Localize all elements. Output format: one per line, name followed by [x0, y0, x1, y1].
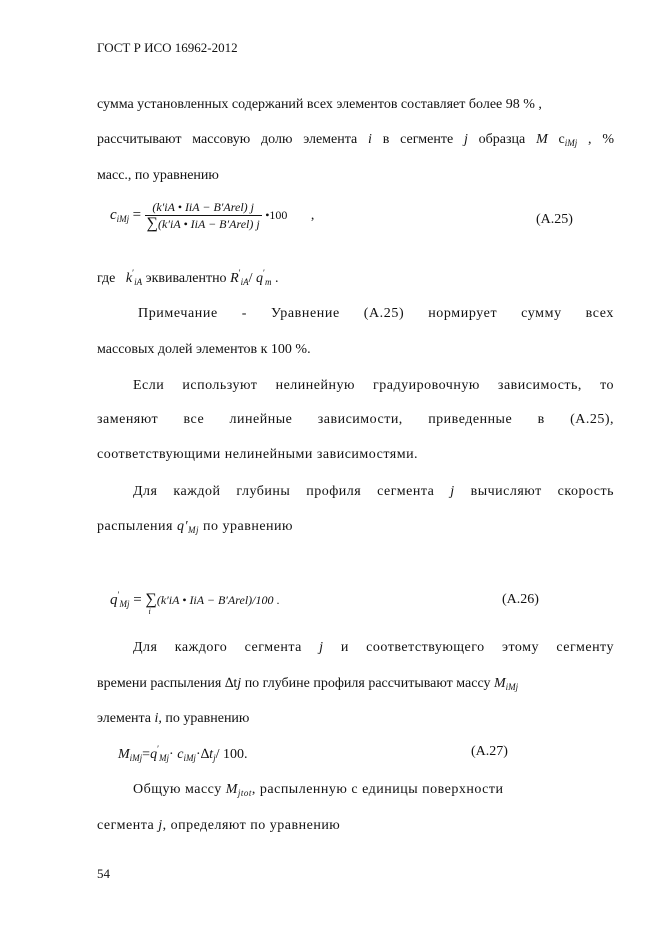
paragraph-2-line-2: заменяют все линейные зависимости, приведенные в (А.25), [97, 412, 614, 427]
equation-a25: $c_{iMj}$ = $\frac{\text{(k′iA • IiA − B′Arel) j}}{\text{∑(k′iA • IiA − B′Arel) j}}$ •100 , [110, 200, 315, 232]
equation-a25-fraction: $\frac{\text{(k′iA • IiA − B′Arel) j}}{\text{∑(k′iA • IiA − B′Arel) j}}$ [146, 200, 260, 232]
where-clause: где $k'_{iA}$ эквивалентно $R'_{iA}/$ $q'_m$ . [97, 268, 279, 287]
paragraph-4-line-2: времени распыления ∆tj по глубине профиля рассчитывают массу $M_{iMj}$ [97, 676, 519, 692]
equation-a25-number: (А.25) [536, 212, 573, 227]
paragraph-2-line-1: Если используют нелинейную градуировочную зависимость, то [133, 378, 614, 393]
paragraph-3-line-1: Для каждой глубины профиля сегмента j вычисляют скорость [133, 484, 615, 499]
paragraph-3-line-2: распыления $q'_{Mj}$ по уравнению [97, 519, 293, 535]
paragraph-5-line-1: Общую массу $M_{jtot}$, распыленную с единицы поверхности [133, 782, 504, 798]
equation-a26-number: (А.26) [502, 592, 539, 607]
equation-a26: $q'_{Mj}$ = ∑ i (k′iA • IiA − B′Arel)/100 . [110, 590, 280, 616]
paragraph-2-line-3: соответствующими нелинейными зависимостями. [97, 447, 419, 462]
paragraph-5-line-2: сегмента j, определяют по уравнению [97, 818, 341, 833]
paragraph-4-line-3: элемента i, по уравнению [97, 711, 250, 726]
summation-symbol: ∑ i [145, 591, 157, 616]
paragraph-1-line-1: сумма установленных содержаний всех элементов составляет более 98 % , [97, 97, 542, 112]
equation-a27-number: (А.27) [471, 744, 508, 759]
document-header: ГОСТ Р ИСО 16962-2012 [97, 40, 238, 55]
note-line-1: Примечание - Уравнение (А.25) нормирует сумму всех [138, 306, 614, 321]
paragraph-1-line-3: масс., по уравнению [97, 168, 219, 183]
paragraph-1-line-2: рассчитывают массовую долю элемента i в сегменте j образца M $c_{iMj}$ , % [97, 132, 615, 148]
page-number: 54 [97, 866, 110, 881]
paragraph-4-line-1: Для каждого сегмента j и соответствующего этому сегменту [133, 640, 614, 655]
note-line-2: массовых долей элементов к 100 %. [97, 342, 311, 357]
equation-a27: $M_{iMj}=q'_{Mj}\cdot c_{iMj}\cdot\Delta t_j/$ 100. [118, 744, 248, 763]
